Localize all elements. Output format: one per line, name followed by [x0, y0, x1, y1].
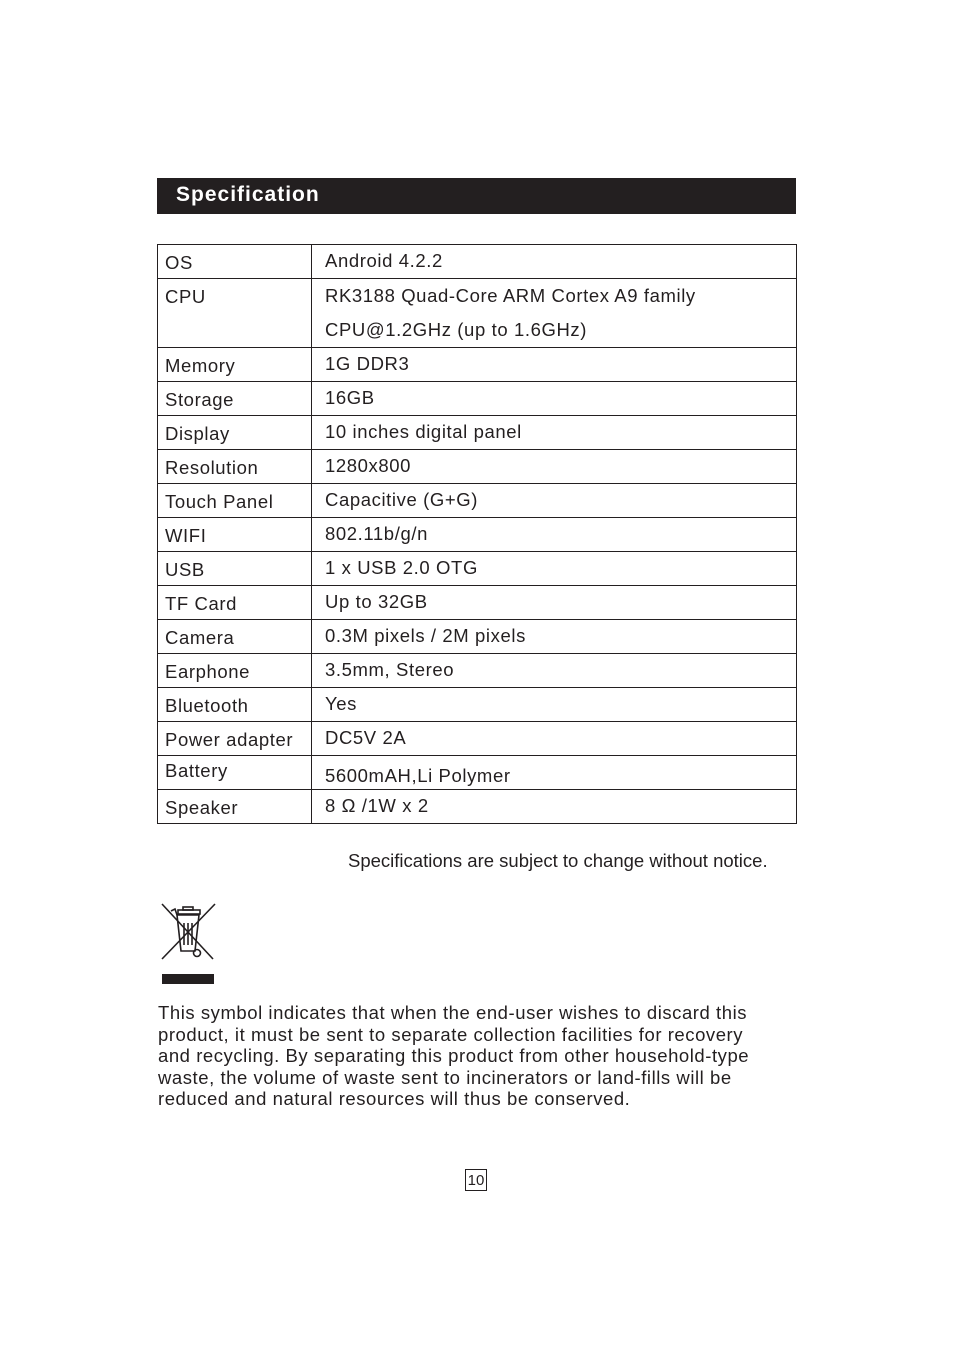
table-row	[158, 484, 797, 518]
table-row	[158, 416, 797, 450]
spec-key: Earphone	[165, 661, 251, 682]
spec-key: Display	[165, 423, 230, 444]
spec-value: DC5V 2A	[325, 727, 407, 748]
spec-value: 0.3M pixels / 2M pixels	[325, 625, 526, 646]
spec-value: Yes	[325, 693, 357, 714]
spec-value: 802.11b/g/n	[325, 523, 428, 544]
spec-value: 16GB	[325, 387, 375, 408]
spec-key: Memory	[165, 355, 236, 376]
table-row	[158, 790, 797, 824]
table-row	[158, 756, 797, 790]
section-heading-text: Specification	[176, 183, 320, 206]
crossed-out-wheelie-bin-icon	[159, 901, 217, 987]
spec-value-line: CPU@1.2GHz (up to 1.6GHz)	[325, 319, 588, 340]
spec-value: 1G DDR3	[325, 353, 410, 374]
disposal-notice	[158, 1002, 798, 1110]
spec-key: Bluetooth	[165, 695, 249, 716]
spec-key: Touch Panel	[165, 491, 274, 512]
disposal-text-line: and recycling. By separating this product from other household-type	[158, 1045, 750, 1066]
spec-key: OS	[165, 252, 193, 273]
spec-key: Resolution	[165, 457, 259, 478]
table-row	[158, 348, 797, 382]
disposal-text-line: waste, the volume of waste sent to incinerators or land-fills will be	[158, 1066, 732, 1088]
spec-key: Camera	[165, 627, 235, 648]
spec-key: CPU	[165, 286, 206, 307]
spec-value: 5600mAH,Li Polymer	[325, 765, 511, 786]
disposal-text-line: This symbol indicates that when the end-user wishes to discard this	[158, 1002, 748, 1023]
table-row	[158, 654, 797, 688]
table-row	[158, 382, 797, 416]
spec-key: Battery	[165, 760, 228, 781]
table-row	[158, 620, 797, 654]
table-row	[158, 245, 797, 279]
spec-table	[157, 244, 797, 824]
spec-value: 1280x800	[325, 455, 412, 476]
table-row	[158, 518, 797, 552]
table-row	[158, 688, 797, 722]
table-row	[158, 450, 797, 484]
table-row	[158, 722, 797, 756]
table-row	[158, 552, 797, 586]
spec-value: Capacitive (G+G)	[325, 489, 479, 510]
spec-key: Speaker	[165, 797, 239, 818]
section-heading	[157, 178, 796, 214]
spec-value: 8 Ω /1W x 2	[325, 795, 429, 816]
disposal-text-line: product, it must be sent to separate collection facilities for recovery	[158, 1023, 744, 1045]
table-row	[158, 586, 797, 620]
spec-change-notice: Specifications are subject to change without notice.	[348, 850, 768, 871]
spec-key: Power adapter	[165, 729, 294, 750]
spec-key: WIFI	[165, 525, 207, 546]
disposal-text-line: reduced and natural resources will thus be conserved.	[158, 1088, 631, 1109]
table-row	[158, 279, 797, 348]
spec-value: 10 inches digital panel	[325, 421, 522, 442]
spec-value: Up to 32GB	[325, 591, 428, 612]
spec-value-line: RK3188 Quad-Core ARM Cortex A9 family	[325, 285, 696, 306]
spec-key: TF Card	[165, 593, 238, 614]
spec-key: USB	[165, 559, 205, 580]
spec-value: 1 x USB 2.0 OTG	[325, 557, 478, 578]
spec-key: Storage	[165, 389, 234, 410]
page-number: 10	[465, 1169, 487, 1191]
spec-value: 3.5mm, Stereo	[325, 659, 455, 680]
spec-value: Android 4.2.2	[325, 250, 443, 271]
